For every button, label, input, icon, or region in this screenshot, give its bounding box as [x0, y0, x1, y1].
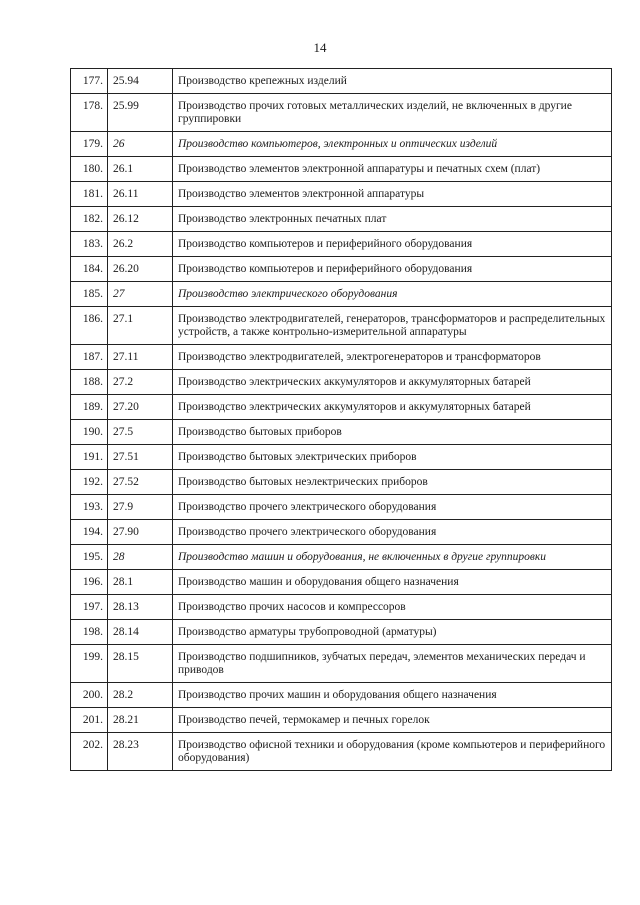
row-number-cell: 193. [71, 495, 108, 520]
table-row [71, 495, 612, 520]
row-number-cell: 191. [71, 445, 108, 470]
row-number-cell: 192. [71, 470, 108, 495]
okved-code-cell: 26.1 [108, 157, 173, 182]
row-number-cell: 184. [71, 257, 108, 282]
row-number-cell: 185. [71, 282, 108, 307]
table-row [71, 708, 612, 733]
table-row [71, 733, 612, 771]
okved-code-cell: 25.94 [108, 69, 173, 94]
table-row [71, 595, 612, 620]
table-row [71, 345, 612, 370]
activity-name-cell: Производство электродвигателей, электрогенераторов и трансформаторов [173, 345, 612, 370]
okved-code-cell: 27 [108, 282, 173, 307]
row-number-cell: 179. [71, 132, 108, 157]
activity-name-cell: Производство печей, термокамер и печных горелок [173, 708, 612, 733]
okved-code-cell: 28.1 [108, 570, 173, 595]
row-number-cell: 200. [71, 683, 108, 708]
row-number-cell: 178. [71, 94, 108, 132]
row-number-cell: 177. [71, 69, 108, 94]
okved-code-cell: 26.12 [108, 207, 173, 232]
activity-name-cell: Производство арматуры трубопроводной (арматуры) [173, 620, 612, 645]
okved-code-cell: 28.2 [108, 683, 173, 708]
okved-code-cell: 27.20 [108, 395, 173, 420]
activity-name-cell: Производство прочих машин и оборудования общего назначения [173, 683, 612, 708]
row-number-cell: 188. [71, 370, 108, 395]
activity-name-cell: Производство электрических аккумуляторов и аккумуляторных батарей [173, 395, 612, 420]
row-number-cell: 183. [71, 232, 108, 257]
table-body [71, 69, 612, 771]
activity-name-cell: Производство бытовых приборов [173, 420, 612, 445]
activity-name-cell: Производство бытовых неэлектрических приборов [173, 470, 612, 495]
table-row [71, 520, 612, 545]
okved-code-cell: 27.9 [108, 495, 173, 520]
okved-code-cell: 27.1 [108, 307, 173, 345]
okved-code-cell: 28.21 [108, 708, 173, 733]
activity-name-cell: Производство подшипников, зубчатых передач, элементов механических передач и приводов [173, 645, 612, 683]
row-number-cell: 201. [71, 708, 108, 733]
table-row [71, 620, 612, 645]
row-number-cell: 186. [71, 307, 108, 345]
activity-name-cell: Производство прочего электрического оборудования [173, 495, 612, 520]
activity-name-cell: Производство прочего электрического оборудования [173, 520, 612, 545]
table-row [71, 395, 612, 420]
row-number-cell: 181. [71, 182, 108, 207]
table-row [71, 182, 612, 207]
row-number-cell: 195. [71, 545, 108, 570]
table-row [71, 545, 612, 570]
table-row [71, 132, 612, 157]
table-row [71, 69, 612, 94]
table-row [71, 470, 612, 495]
activity-name-cell: Производство машин и оборудования, не включенных в другие группировки [173, 545, 612, 570]
row-number-cell: 189. [71, 395, 108, 420]
row-number-cell: 194. [71, 520, 108, 545]
okved-code-cell: 25.99 [108, 94, 173, 132]
table-row [71, 370, 612, 395]
table-row [71, 307, 612, 345]
activity-name-cell: Производство прочих насосов и компрессоров [173, 595, 612, 620]
table-row [71, 570, 612, 595]
table-row [71, 282, 612, 307]
activity-name-cell: Производство машин и оборудования общего назначения [173, 570, 612, 595]
row-number-cell: 199. [71, 645, 108, 683]
okved-code-cell: 28 [108, 545, 173, 570]
okved-code-cell: 26 [108, 132, 173, 157]
activity-name-cell: Производство элементов электронной аппаратуры и печатных схем (плат) [173, 157, 612, 182]
activity-name-cell: Производство электрических аккумуляторов и аккумуляторных батарей [173, 370, 612, 395]
activity-name-cell: Производство элементов электронной аппаратуры [173, 182, 612, 207]
activity-name-cell: Производство электрического оборудования [173, 282, 612, 307]
table-row [71, 445, 612, 470]
row-number-cell: 196. [71, 570, 108, 595]
row-number-cell: 198. [71, 620, 108, 645]
row-number-cell: 190. [71, 420, 108, 445]
row-number-cell: 187. [71, 345, 108, 370]
row-number-cell: 180. [71, 157, 108, 182]
row-number-cell: 182. [71, 207, 108, 232]
activity-name-cell: Производство электронных печатных плат [173, 207, 612, 232]
table-row [71, 207, 612, 232]
okved-code-cell: 27.52 [108, 470, 173, 495]
activity-name-cell: Производство офисной техники и оборудования (кроме компьютеров и периферийного оборудования) [173, 733, 612, 771]
page-number: 14 [313, 40, 327, 55]
activity-name-cell: Производство электродвигателей, генераторов, трансформаторов и распределительных устройств, а также контрольно-измерительной аппаратуры [173, 307, 612, 345]
okved-code-cell: 27.5 [108, 420, 173, 445]
activity-name-cell: Производство крепежных изделий [173, 69, 612, 94]
okved-code-cell: 28.13 [108, 595, 173, 620]
okved-code-cell: 26.20 [108, 257, 173, 282]
okved-code-cell: 28.15 [108, 645, 173, 683]
activity-name-cell: Производство прочих готовых металлических изделий, не включенных в другие группировки [173, 94, 612, 132]
activity-code-table [70, 68, 612, 771]
table-row [71, 420, 612, 445]
okved-code-cell: 27.90 [108, 520, 173, 545]
table-row [71, 257, 612, 282]
okved-code-cell: 26.11 [108, 182, 173, 207]
okved-code-cell: 27.11 [108, 345, 173, 370]
activity-name-cell: Производство бытовых электрических приборов [173, 445, 612, 470]
table-row [71, 94, 612, 132]
table-row [71, 683, 612, 708]
table-row [71, 232, 612, 257]
okved-code-cell: 28.23 [108, 733, 173, 771]
activity-name-cell: Производство компьютеров и периферийного оборудования [173, 257, 612, 282]
okved-code-cell: 28.14 [108, 620, 173, 645]
activity-name-cell: Производство компьютеров, электронных и оптических изделий [173, 132, 612, 157]
table-row [71, 645, 612, 683]
okved-code-cell: 26.2 [108, 232, 173, 257]
table-row [71, 157, 612, 182]
row-number-cell: 202. [71, 733, 108, 771]
activity-name-cell: Производство компьютеров и периферийного оборудования [173, 232, 612, 257]
okved-code-cell: 27.51 [108, 445, 173, 470]
row-number-cell: 197. [71, 595, 108, 620]
okved-code-cell: 27.2 [108, 370, 173, 395]
